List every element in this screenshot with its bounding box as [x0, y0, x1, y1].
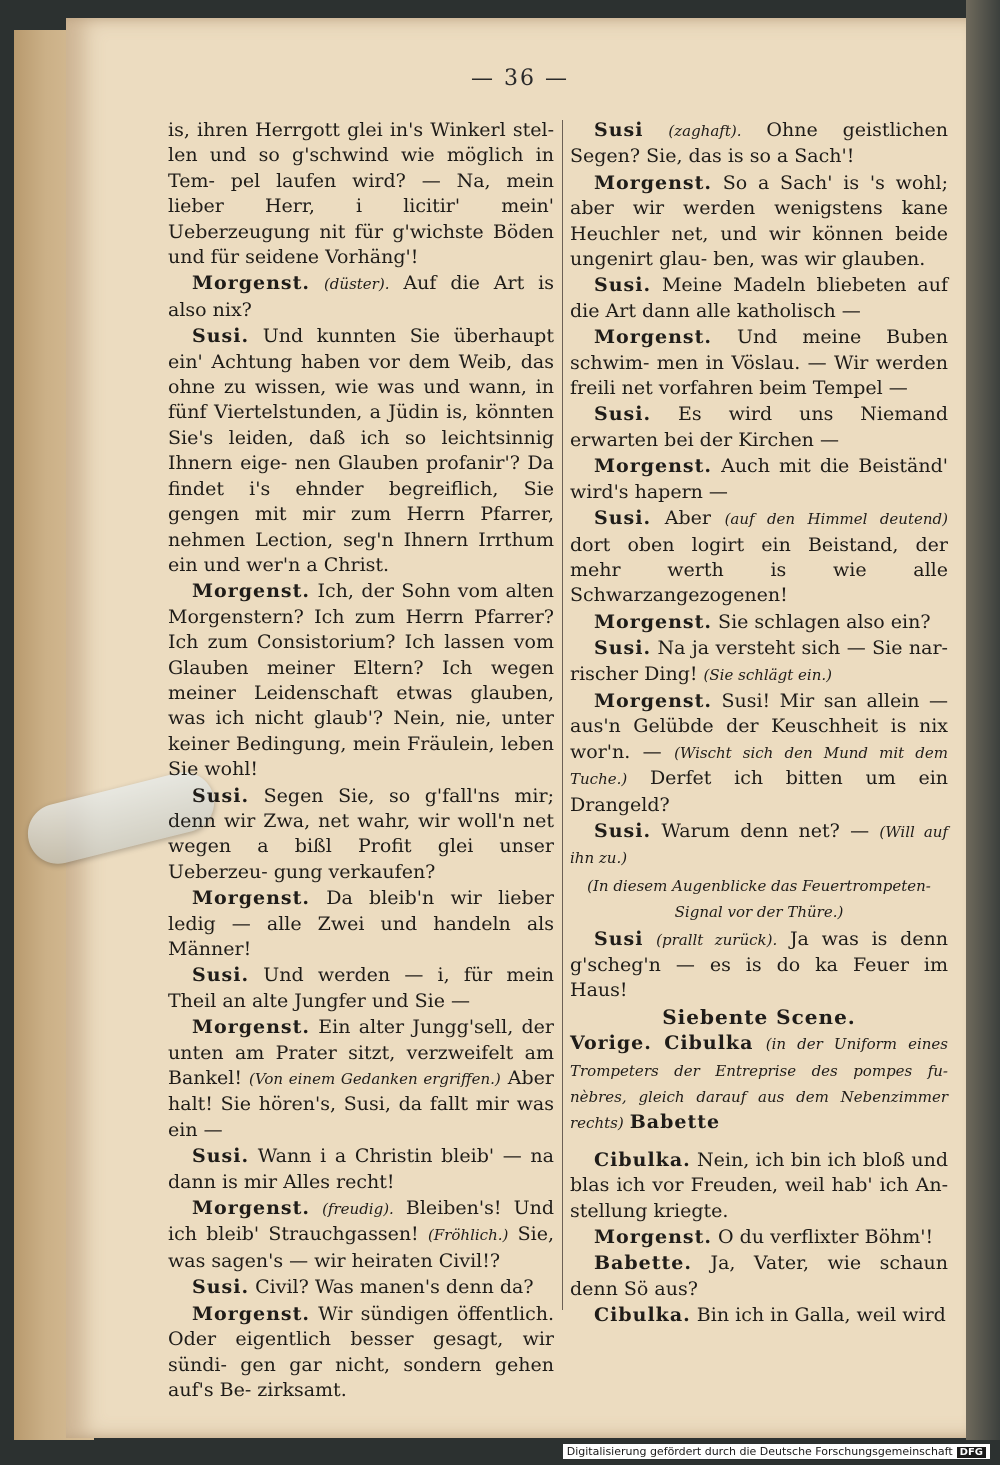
speaker: Morgenst.: [192, 1302, 310, 1325]
speaker: Susi.: [594, 637, 652, 660]
line-text: Susi! Mir san allein — aus'n Gelübde der Keuschheit is nix wor'n. —: [570, 689, 948, 763]
speaker: Susi.: [594, 507, 652, 530]
line-text: Ohne geistlichen Segen? Sie, das is so a Sach'!: [570, 119, 948, 168]
dialogue-line: [168, 1144, 554, 1195]
stage-direction: (düster).: [323, 275, 390, 294]
book-spine: [966, 0, 1000, 1440]
line-text: Ich, der Sohn vom alten Morgenstern? Ich zum Herrn Pfarrer? Ich zum Consistorium? Ich lassen vom Glauben meiner Eltern? Ich wegen meiner Leidenschaft etwas glauben, was ich nicht glaub'? Nein, nie, unter keiner Bedingung, mein Fräulein, leben Sie wohl!: [168, 580, 554, 781]
line-text: Nein, ich bin ich bloß und blas ich vor Freuden, weil hab' ich An- stellung kriegte.: [570, 1148, 949, 1222]
line-text: Aber halt! Sie hören's, Susi, da fallt mir was ein —: [168, 1067, 554, 1141]
line-text: Ja was is denn g'scheg'n — es is do ka Feuer im Haus!: [570, 927, 948, 1002]
line-text: Auf die Art is also nix?: [168, 272, 554, 321]
line-text: Ein alter Jungg'sell, der unten am Prater sitzt, verzweifelt am Bankel!: [168, 1016, 555, 1090]
line-text: Und werden — i, für mein Theil an alte Jungfer und Sie —: [168, 964, 555, 1012]
dialogue-line: [168, 784, 554, 886]
line-text: Segen Sie, so g'fall'ns mir; denn wir Zwa, net wahr, wir woll'n net wegen a bißl Profit glei unser Ueberzeu- gung verkaufen?: [168, 784, 554, 883]
speaker: Morgenst.: [594, 171, 712, 194]
speaker: Susi.: [594, 403, 652, 426]
footer-credit: Digitalisierung gefördert durch die Deutsche Forschungsgemeinschaft DFG: [563, 1444, 990, 1459]
stage-direction: (freudig).: [322, 1200, 394, 1219]
speaker: Susi.: [192, 1276, 250, 1299]
dialogue-line: [570, 325, 948, 401]
stage-direction: (auf den Himmel deutend): [724, 510, 948, 529]
dialogue-line: [570, 402, 948, 453]
dialogue-line: [168, 118, 554, 270]
speaker: Morgenst.: [594, 689, 712, 712]
line-text: Wir sündigen öffentlich. Oder eigentlich besser gesagt, wir sündi- gen gar nicht, sondern gehen auf's Be- zirksamt.: [168, 1302, 554, 1401]
line-text: is, ihren Herrgott glei in's Winkerl stel- len und so g'schwind wie möglich in Tem- pel laufen wird? — Na, mein lieber Herr, i licitir' mein' Ueberzeugung nit für g'wichste Böden und für seidene Vorhäng'!: [168, 119, 554, 269]
speaker: Cibulka.: [594, 1304, 691, 1327]
dialogue-line: [570, 506, 948, 609]
dialogue-line: [570, 610, 948, 635]
speaker: Susi.: [192, 1145, 250, 1168]
speaker: Morgenst.: [192, 1016, 310, 1039]
stage-direction: (Fröhlich.): [427, 1226, 509, 1245]
dialogue-line: [570, 927, 948, 1004]
line-text: dort oben logirt ein Beistand, der mehr werth is wie alle Schwarzangezogenen!: [570, 533, 948, 607]
speaker: Cibulka.: [594, 1148, 691, 1171]
speaker: Morgenst.: [594, 326, 712, 349]
dialogue-line: [570, 1148, 948, 1224]
line-text: Sie, was sagen's — wir heiraten Civil!?: [168, 1223, 555, 1272]
line-text: Ja, Vater, wie schaun denn Sö aus?: [570, 1252, 948, 1300]
line-text: Aber: [664, 507, 711, 530]
speaker: Susi.: [594, 819, 652, 842]
dialogue-line: [570, 1251, 948, 1302]
dialogue-line: [570, 118, 948, 170]
line-text: Civil? Was manen's denn da?: [255, 1276, 534, 1299]
left-column: [168, 118, 554, 1404]
dialogue-line: [168, 1275, 554, 1300]
dialogue-line: [570, 454, 948, 505]
dialogue-line: [168, 579, 554, 782]
dialogue-line: [570, 636, 948, 688]
line-text: Bin ich in Galla, weil wird: [696, 1304, 946, 1327]
dialogue-line: [570, 819, 948, 872]
dialogue-line: [168, 1015, 554, 1143]
dialogue-line: [570, 1303, 948, 1328]
right-column: [570, 118, 948, 1330]
speaker: Morgenst.: [192, 887, 310, 910]
speaker: Susi: [594, 119, 644, 141]
dialogue-line: [168, 1196, 554, 1274]
speaker: Morgenst.: [594, 455, 712, 478]
speaker: Morgenst.: [192, 1197, 310, 1220]
stage-direction: (Sie schlägt ein.): [703, 665, 832, 684]
scene-cast: [570, 1031, 948, 1137]
stage-direction: (Wischt sich den Mund mit dem Tuche.): [570, 743, 948, 789]
character-name: Babette: [629, 1111, 721, 1134]
column-divider: [562, 120, 563, 1310]
speaker: Susi.: [192, 784, 250, 807]
stage-direction: (prallt zurück).: [656, 930, 778, 949]
line-text: Bleiben's! Und ich bleib' Strauchgassen!: [168, 1197, 554, 1246]
speaker: Morgenst.: [192, 272, 310, 295]
line-text: Warum denn net? —: [661, 819, 870, 842]
stage-direction-signal: (In diesem Augenblicke das Feuertrompeten- Signal vor der Thüre.): [587, 876, 931, 922]
dfg-logo: DFG: [957, 1447, 986, 1458]
page-number: — 36 —: [471, 66, 569, 91]
line-text: Es wird uns Niemand erwarten bei der Kirchen —: [570, 403, 948, 451]
speaker: Vorige.: [570, 1032, 652, 1055]
dialogue-line: [168, 271, 554, 323]
dialogue-line: [168, 1302, 554, 1404]
line-text: Na ja versteht sich — Sie nar- rischer Ding!: [570, 637, 948, 685]
dialogue-line: [168, 963, 554, 1014]
speaker: Susi: [594, 927, 644, 950]
line-text: Derfet ich bitten um ein Drangeld?: [570, 767, 949, 816]
line-text: Sie schlagen also ein?: [718, 610, 931, 633]
dialogue-line: [570, 1225, 948, 1250]
stage-direction: (zaghaft).: [668, 122, 742, 140]
character-name: Cibulka: [664, 1032, 754, 1055]
line-text: Da bleib'n wir lieber ledig — alle Zwei und handeln als Männer!: [168, 887, 555, 960]
scene-dialogue: [570, 1148, 948, 1329]
right-column-dialogue: [570, 118, 948, 872]
dialogue-line: [570, 171, 948, 273]
speaker: Morgenst.: [594, 1226, 712, 1249]
speaker: Susi.: [594, 274, 652, 297]
speaker: Babette.: [594, 1252, 692, 1275]
scene-heading: Siebente Scene.: [662, 1004, 856, 1029]
dialogue-line: [168, 324, 554, 578]
speaker: Morgenst.: [192, 580, 310, 603]
dialogue-line: [570, 689, 948, 818]
line-text: Meine Madeln bliebeten auf die Art dann alle katholisch —: [570, 274, 948, 322]
speaker: Morgenst.: [594, 610, 712, 633]
line-text: Und kunnten Sie überhaupt ein' Achtung haben vor dem Weib, das ohne zu wissen, wie was und wann, in fünf Viertelstunden, a Jüdin is, könnten Sie's leiden, daß ich so leichtsinnig Ihnern eige- nen Glauben profanir'? Da findet i's ehnder begreiflich, Sie gengen mit mir zum Herrn Pfarrer, nehmen Lection, seg'n Ihnern Irrthum ein und wer'n a Christ.: [168, 325, 554, 576]
dialogue-line: [570, 273, 948, 324]
stage-direction: (in der Uniform eines Trompeters der Entreprise des pompes fu- nèbres, gleich darauf aus dem Nebenzimmer rechts): [570, 1035, 949, 1133]
speaker: Susi.: [192, 964, 250, 987]
line-text: O du verflixter Böhm'!: [718, 1226, 934, 1249]
stage-direction: (Von einem Gedanken ergriffen.): [249, 1070, 501, 1089]
line-text: Auch mit die Beiständ' wird's hapern —: [570, 455, 948, 503]
dialogue-line: [168, 886, 554, 962]
speaker: Susi.: [192, 325, 250, 348]
stage-direction: (Will auf ihn zu.): [570, 822, 949, 868]
line-text: Und meine Buben schwim- men in Vöslau. — Wir werden freili net vorfahren beim Tempel —: [570, 326, 949, 400]
line-text: Wann i a Christin bleib' — na dann is mir Alles recht!: [168, 1145, 554, 1193]
line-text: So a Sach' is 's wohl; aber wir werden wenigstens kane Heuchler net, und wir können beide ungenirt glau- ben, was wir glauben.: [570, 171, 948, 271]
